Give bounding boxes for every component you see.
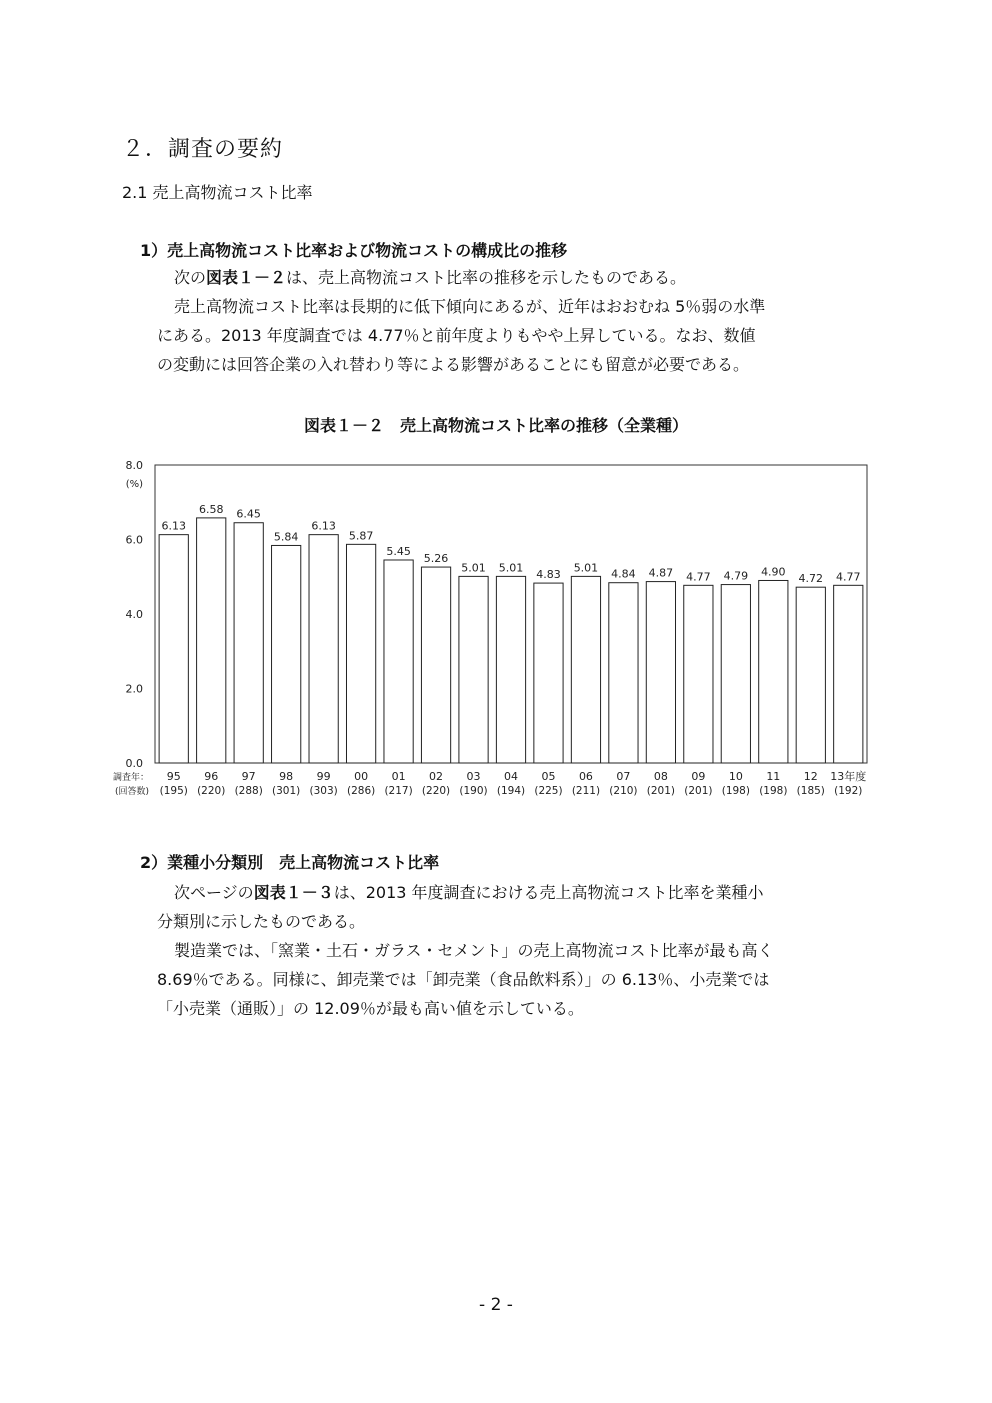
data-label: 4.79 [723, 569, 749, 583]
x-tick-label: 01 [391, 770, 406, 783]
data-label: 4.77 [836, 570, 861, 584]
x-tick-label: 02 [429, 770, 444, 783]
x-tick-label: 97 [241, 770, 256, 783]
figure-reference: 図表１－２ [206, 268, 287, 287]
bar [459, 576, 488, 763]
bar [759, 580, 788, 763]
respondent-count-label: (185) [796, 785, 825, 797]
bar [534, 583, 563, 763]
data-label: 5.84 [273, 530, 299, 544]
bar [197, 518, 226, 763]
respondent-count-label: (201) [646, 785, 676, 797]
x-tick-label: 10 [728, 770, 743, 783]
respondent-count-label: (225) [534, 785, 563, 797]
x-tick-label: 08 [653, 770, 668, 783]
part2-heading: 2）業種小分類別 売上高物流コスト比率 [140, 853, 440, 872]
data-label: 4.87 [648, 566, 674, 580]
y-tick-label: 0.0 [125, 757, 143, 770]
section-heading: ２．調査の要約 [122, 137, 284, 162]
y-axis-unit: (%) [125, 479, 143, 490]
bar [234, 523, 263, 763]
y-tick-label: 4.0 [125, 608, 143, 621]
respondent-count-label: (286) [346, 785, 376, 797]
x-tick-label: 96 [204, 770, 219, 783]
y-tick-label: 2.0 [125, 682, 143, 696]
respondent-count-label: (303) [309, 785, 338, 797]
data-label: 4.77 [686, 570, 711, 584]
respondent-count-label: (220) [197, 785, 226, 797]
part2-paragraph1 [174, 878, 764, 907]
x-tick-label: 03 [466, 770, 481, 783]
part2-p2-line3: 「小売業（通販）」の 12.09％が最も高い値を示している。 [157, 999, 584, 1018]
figure-title: 図表１－２ 売上高物流コスト比率の推移（全業種） [303, 416, 688, 435]
data-label: 5.45 [386, 544, 411, 558]
part1-p2-line2: にある。2013 年度調査では 4.77％と前年度よりもやや上昇している。なお、数値 [157, 326, 756, 345]
x-axis-label-respondents: (回答数) [114, 787, 149, 797]
respondent-count-label: (201) [684, 785, 713, 797]
bar [496, 576, 525, 763]
part1-p2-line1: 売上高物流コスト比率は長期的に低下傾向にあるが、近年はおおむね 5％弱の水準 [174, 297, 766, 316]
respondent-count-label: (192) [834, 785, 863, 797]
part1-p2-line3: の変動には回答企業の入れ替わり等による影響があることにも留意が必要である。 [157, 355, 750, 374]
part2-p2-line1: 製造業では、「窯業・土石・ガラス・セメント」の売上高物流コスト比率が最も高く [174, 941, 774, 960]
x-tick-label: 99 [316, 770, 331, 783]
respondent-count-label: (211) [571, 785, 601, 797]
bar [346, 544, 375, 763]
bar [796, 587, 825, 763]
x-tick-label: 04 [504, 770, 518, 783]
x-tick-label: 05 [541, 770, 556, 783]
figure-reference-2: 図表１－３ [253, 883, 334, 902]
x-tick-label: 12 [803, 770, 818, 783]
respondent-count-label: (301) [272, 785, 301, 797]
x-tick-label: 95 [166, 770, 181, 783]
part1-p1-before: 次の [174, 268, 207, 287]
x-tick-label: 98 [279, 770, 294, 783]
data-label: 4.72 [798, 572, 824, 586]
part1-p1-after: は、売上高物流コスト比率の推移を示したものである。 [286, 268, 687, 287]
respondent-count-label: (190) [459, 785, 488, 797]
y-tick-label: 8.0 [125, 459, 143, 472]
bar [309, 535, 338, 763]
bar [571, 576, 600, 763]
data-label: 5.01 [461, 561, 486, 575]
x-tick-label: 13年度 [830, 770, 867, 783]
part2-p1-line2: 分類別に示したものである。 [157, 912, 366, 931]
data-label: 4.83 [536, 568, 561, 582]
respondent-count-label: (198) [759, 785, 788, 797]
data-label: 6.45 [236, 507, 261, 521]
data-label: 5.01 [498, 561, 524, 575]
bar-chart [100, 455, 890, 805]
x-tick-label: 09 [691, 770, 706, 783]
data-label: 6.13 [161, 519, 186, 533]
data-label: 5.87 [348, 529, 374, 543]
bar [721, 585, 750, 763]
data-label: 6.13 [311, 519, 336, 533]
bar [646, 582, 675, 763]
data-label: 6.58 [198, 502, 224, 516]
part2-p2-line2: 8.69％である。同様に、卸売業では「卸売業（食品飲料系）」の 6.13％、小売業では [157, 970, 770, 989]
data-label: 4.84 [611, 567, 636, 581]
data-label: 4.90 [761, 565, 786, 579]
x-axis-label-year: 調査年： [112, 773, 149, 783]
part1-paragraph1 [174, 263, 686, 292]
subsection-heading: 2.1 売上高物流コスト比率 [122, 183, 313, 202]
bar [834, 585, 863, 763]
bar [272, 545, 301, 763]
respondent-count-label: (195) [159, 785, 188, 797]
part2-p1-after: は、2013 年度調査における売上高物流コスト比率を業種小 [333, 883, 764, 902]
data-label: 5.26 [423, 552, 449, 566]
respondent-count-label: (288) [234, 785, 263, 797]
y-tick-label: 6.0 [125, 533, 143, 547]
respondent-count-label: (220) [421, 785, 451, 797]
bar [609, 583, 638, 763]
page-number: - 2 - [479, 1295, 513, 1315]
respondent-count-label: (198) [721, 785, 750, 797]
part2-p1-before: 次ページの [174, 883, 254, 902]
respondent-count-label: (194) [496, 785, 526, 797]
x-tick-label: 07 [616, 770, 631, 783]
respondent-count-label: (217) [384, 785, 413, 797]
data-label: 5.01 [573, 561, 599, 575]
bar [421, 567, 450, 763]
bar [684, 585, 713, 763]
bar [159, 535, 188, 763]
x-tick-label: 06 [578, 770, 593, 783]
x-tick-label: 11 [766, 770, 781, 783]
part1-heading: 1）売上高物流コスト比率および物流コストの構成比の推移 [140, 241, 568, 260]
respondent-count-label: (210) [609, 785, 638, 797]
x-tick-label: 00 [354, 770, 369, 783]
bar [384, 560, 413, 763]
